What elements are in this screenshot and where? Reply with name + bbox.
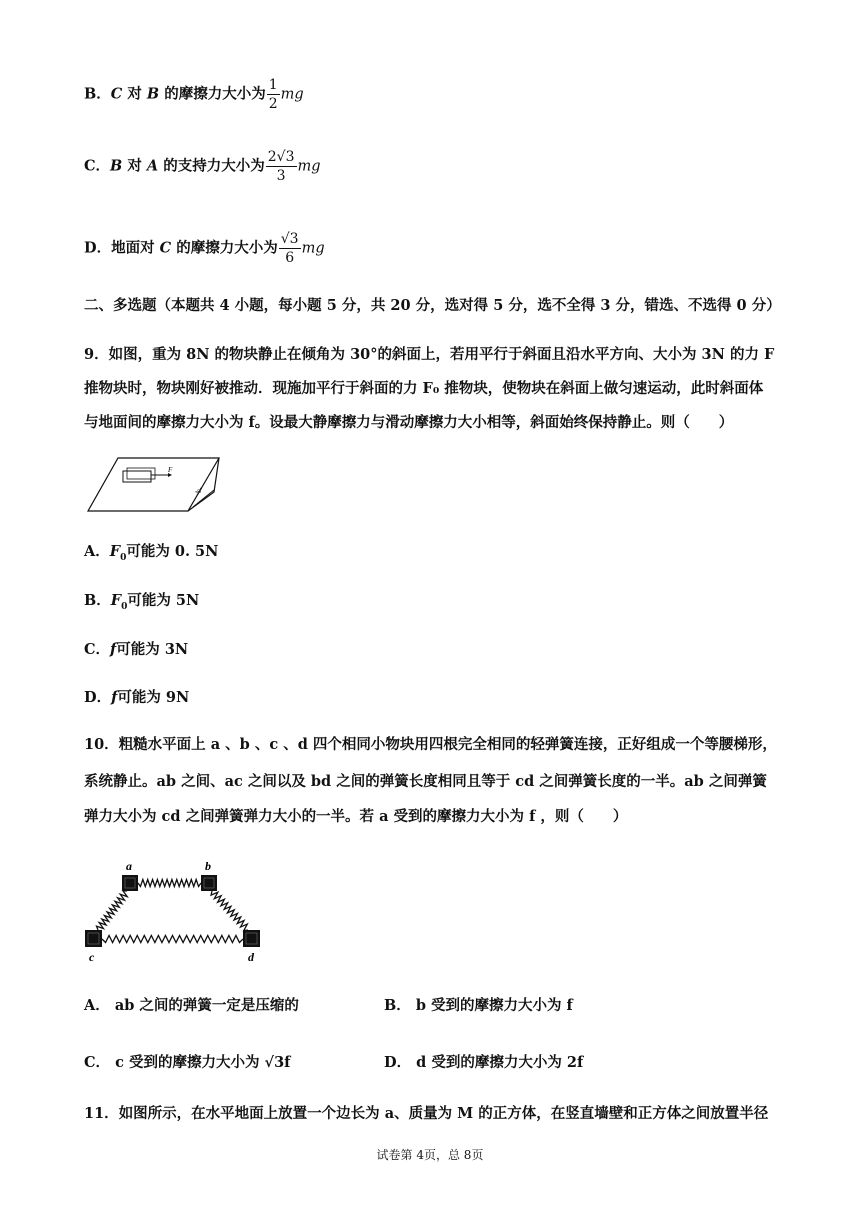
q11-stem: 11．如图所示，在水平地面上放置一个边长为 a、质量为 M 的正方体，在竖直墙壁和正方体之间放置半径 (84, 1105, 769, 1122)
q10-option-d: D． d 受到的摩擦力大小为 2f (384, 1054, 584, 1071)
block-d (243, 930, 260, 947)
spring-ab (138, 880, 201, 887)
q10-stem-line1: 10．粗糙水平面上 a 、b 、c 、d 四个相同小物块用四根完全相同的轻弹簧连接，正好组成一个等腰梯形， (84, 736, 777, 753)
section-heading: 二、多选题（本题共 4 小题，每小题 5 分，共 20 分，选对得 5 分，选不全得 3 分，错选、不选得 0 分） (84, 297, 781, 314)
q10-figure-springs (80, 858, 270, 968)
q8-option-d: D．地面对 C 的摩擦力大小为 $\frac{√3}{6}$ mg (84, 231, 325, 266)
q9-stem: 9．如图，重为 8N 的物块静止在倾角为 30°的斜面上，若用平行于斜面且沿水平方向、大小为 3N 的力 F 推物块时，物块刚好被推动．现施加平行于斜面的力 F₀ 推物块，使物块在斜面上做匀速运动，此时斜面体与地面间的摩擦力大小为 f。设最大静摩擦力与滑动摩擦力大小相等，斜面始终保持静止。则（ ） (84, 346, 775, 431)
q9-option-d: D．f可能为 9N (84, 689, 190, 706)
block-b (201, 875, 217, 891)
block-a (122, 875, 138, 891)
label-a: a (126, 859, 132, 873)
label-b: b (205, 859, 211, 873)
q9-option-a: A．$F_0$可能为 0. 5N (84, 543, 219, 563)
q8-option-b: B．C 对 B 的摩擦力大小为 $\frac{1}{2}$ mg (84, 77, 304, 112)
spring-ac (97, 891, 128, 930)
springs (97, 880, 248, 943)
q9-figure-incline (86, 450, 226, 516)
spring-bd (211, 891, 248, 931)
label-c: c (89, 950, 95, 964)
q10-option-b: B． b 受到的摩擦力大小为 f (384, 997, 573, 1014)
q10-stem-line3: 弹力大小为 cd 之间弹簧弹力大小的一半。若 a 受到的摩擦力大小为 f ，则（ ） (84, 808, 628, 825)
angle-label: 30° (194, 487, 205, 497)
block-c (85, 930, 102, 947)
fraction: $\frac{2√3}{3}$ (267, 149, 295, 184)
q10-stem-line2: 系统静止。ab 之间、ac 之间以及 bd 之间的弹簧长度相同且等于 cd 之间弹簧长度的一半。ab 之间弹簧 (84, 773, 767, 790)
label-d: d (248, 950, 254, 964)
fraction: $\frac{1}{2}$ (268, 77, 278, 112)
q10-option-c: C． c 受到的摩擦力大小为 √3f (84, 1054, 291, 1071)
force-label: F (168, 466, 173, 474)
spring-cd (102, 936, 243, 943)
q9-option-b: B．$F_0$可能为 5N (84, 592, 200, 612)
page-footer: 试卷第 4页，总 8页 (376, 1148, 484, 1162)
fraction: $\frac{√3}{6}$ (280, 231, 299, 266)
q10-option-a: A． ab 之间的弹簧一定是压缩的 (84, 997, 299, 1014)
option-letter: B． (84, 85, 111, 103)
q8-option-c: C．B 对 A 的支持力大小为 $\frac{2√3}{3}$ mg (84, 149, 321, 184)
q9-option-c: C．f可能为 3N (84, 641, 189, 658)
